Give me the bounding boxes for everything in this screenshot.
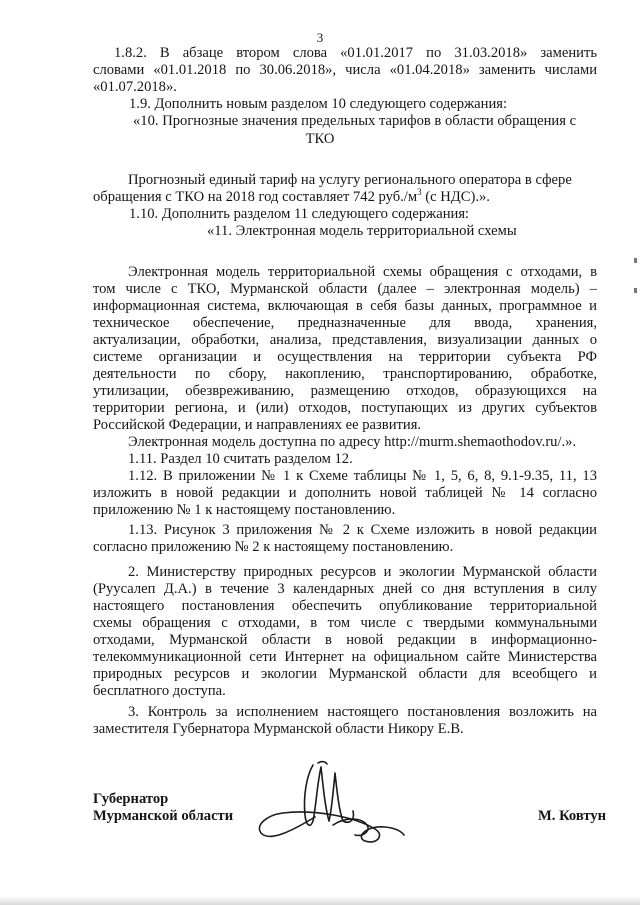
scan-mark: [634, 288, 637, 293]
signatory-title: Губернатор: [93, 791, 169, 807]
tariff-text: обращения с ТКО на 2018 год составляет 742 руб./м: [93, 189, 418, 205]
section-heading: «11. Электронная модель территориальной схемы: [207, 223, 517, 239]
paragraph-line: Электронная модель территориальной схемы обращения с отходами, в: [128, 264, 597, 280]
paragraph-line: системе организации и осуществления на территории субъекта РФ: [93, 349, 597, 365]
paragraph-line: [93, 189, 490, 206]
paragraph-line: 1.8.2. В абзаце втором слова «01.01.2017 по 31.03.2018» заменить: [114, 45, 597, 61]
paragraph-line: Электронная модель доступна по адресу http://murm.shemaothodov.ru/.».: [128, 434, 577, 450]
paragraph-line: Прогнозный единый тариф на услугу регионального оператора в сфере: [128, 172, 572, 188]
paragraph-line: 1.13. Рисунок 3 приложения № 2 к Схеме изложить в новой редакции: [128, 522, 597, 538]
paragraph-line: телекоммуникационной сети Интернет на официальном сайте Министерства: [93, 649, 597, 665]
paragraph-line: согласно приложению № 2 к настоящему постановлению.: [93, 539, 454, 555]
paragraph-line: приложению № 1 к настоящему постановлению.: [93, 502, 396, 518]
paragraph-line: заместителя Губернатора Мурманской области Никору Е.В.: [93, 721, 464, 737]
paragraph-line: отходами, Мурманской области в новой редакции в информационно-: [93, 632, 597, 648]
section-heading: «10. Прогнозные значения предельных тарифов в области обращения с: [133, 113, 577, 129]
paragraph-line: изложить в новой редакции и дополнить новой таблицей № 14 согласно: [93, 485, 597, 501]
paragraph-line: том числе с ТКО, Мурманской области (далее – электронная модель) –: [93, 281, 597, 297]
paragraph-line: (Руусалеп Д.А.) в течение 3 календарных дней со дня вступления в силу: [93, 581, 597, 597]
paragraph-line: схемы обращения с отходами, в том числе с твердыми коммунальными: [93, 615, 597, 631]
paragraph-line: 1.12. В приложении № 1 к Схеме таблицы № 1, 5, 6, 8, 9.1-9.35, 11, 13: [128, 468, 597, 484]
scan-bottom-edge: [0, 896, 640, 905]
page-number: 3: [316, 30, 324, 45]
tariff-tail: (с НДС).».: [421, 189, 490, 205]
paragraph-line: 1.9. Дополнить новым разделом 10 следующего содержания:: [129, 96, 508, 112]
paragraph-line: 1.10. Дополнить разделом 11 следующего содержания:: [129, 206, 470, 222]
paragraph-line: Российской Федерации, и направлениях ее развития.: [93, 417, 422, 433]
scan-mark: [634, 258, 637, 263]
paragraph-line: 2. Министерству природных ресурсов и экологии Мурманской области: [128, 564, 597, 580]
section-heading: ТКО: [305, 131, 335, 147]
signatory-name: М. Ковтун: [538, 808, 607, 824]
paragraph-line: утилизации, обезвреживанию, размещению отходов, образующихся на: [93, 383, 597, 399]
paragraph-line: актуализации, обработки, анализа, представления, визуализации данных о: [93, 332, 597, 348]
paragraph-line: деятельности по сбору, накоплению, транспортированию, обработке,: [93, 366, 597, 382]
paragraph-line: природных ресурсов и экологии Мурманской области для всеобщего и: [93, 666, 597, 682]
paragraph-line: настоящего постановления обеспечить опубликование территориальной: [93, 598, 597, 614]
tariff-superscript: 3: [417, 187, 422, 198]
paragraph-line: 1.11. Раздел 10 считать разделом 12.: [128, 451, 353, 467]
signatory-region: Мурманской области: [93, 808, 234, 824]
handwritten-signature: [255, 755, 405, 860]
paragraph-line: территории региона, и (или) отходов, поступающих из других субъектов: [93, 400, 597, 416]
paragraph-line: техническое обеспечение, предназначенные для ввода, хранения,: [93, 315, 597, 331]
paragraph-line: информационная система, включающая в себя базы данных, программное и: [93, 298, 597, 314]
paragraph-line: бесплатного доступа.: [93, 683, 226, 699]
paragraph-line: 3. Контроль за исполнением настоящего постановления возложить на: [128, 704, 597, 720]
paragraph-line: «01.07.2018».: [93, 79, 177, 95]
paragraph-line: словами «01.01.2018 по 30.06.2018», числа «01.04.2018» заменить числами: [93, 62, 597, 78]
